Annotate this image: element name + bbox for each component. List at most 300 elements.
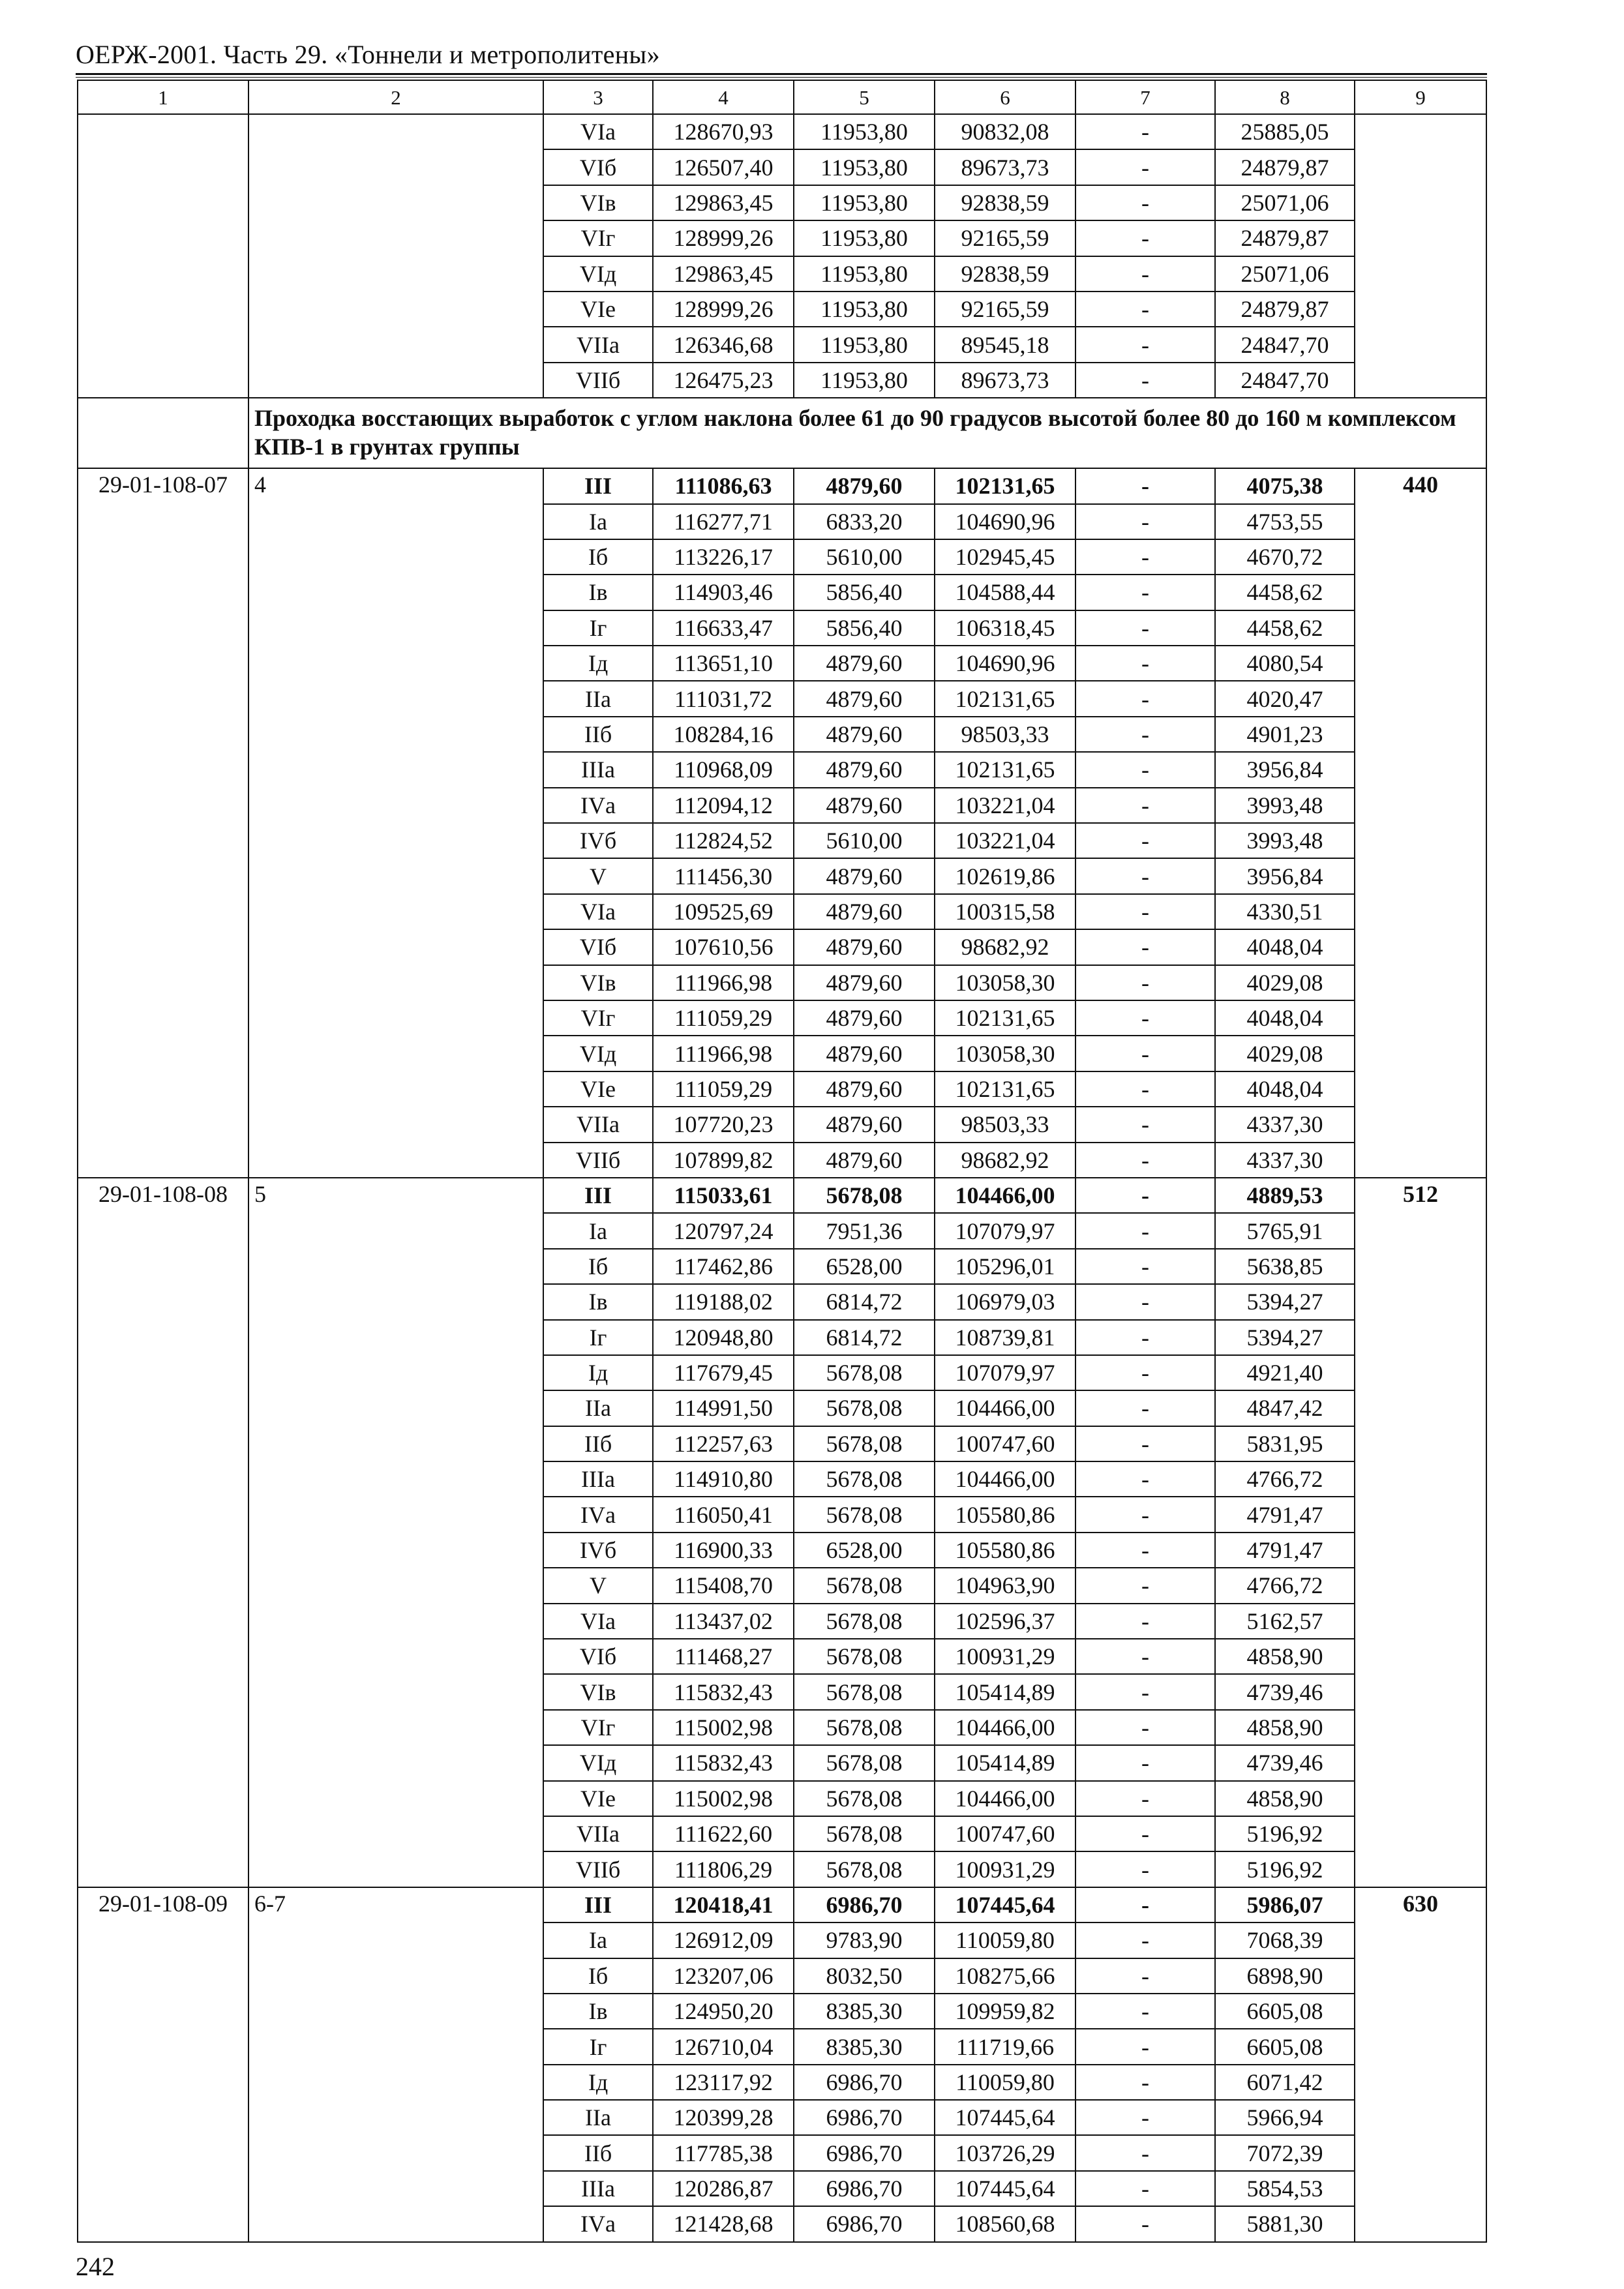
- table-cell: 5678,08: [794, 1355, 935, 1390]
- table-body: [78, 80, 1486, 2242]
- table-cell: Iд: [543, 2065, 653, 2100]
- table-cell: -: [1075, 1851, 1215, 1887]
- table-cell: 120399,28: [653, 2100, 794, 2135]
- table-cell: 5765,91: [1215, 1213, 1355, 1248]
- table-cell: 98503,33: [935, 1107, 1075, 1142]
- table-cell: 6605,08: [1215, 2029, 1355, 2064]
- table-cell: -: [1075, 965, 1215, 1000]
- table-cell: 111719,66: [935, 2029, 1075, 2064]
- table-cell: -: [1075, 788, 1215, 823]
- table-cell: 5881,30: [1215, 2206, 1355, 2241]
- table-cell: -: [1075, 114, 1215, 149]
- table-cell: 4766,72: [1215, 1568, 1355, 1603]
- table-cell: 6814,72: [794, 1284, 935, 1319]
- table-cell: 6986,70: [794, 2171, 935, 2206]
- table-cell: 6898,90: [1215, 1958, 1355, 1994]
- table-cell: Iб: [543, 1249, 653, 1284]
- table-cell: 113226,17: [653, 539, 794, 575]
- table-cell: 115832,43: [653, 1745, 794, 1780]
- table-cell: 98503,33: [935, 717, 1075, 752]
- page-number: 242: [76, 2252, 115, 2281]
- table-cell: -: [1075, 1781, 1215, 1816]
- table-cell: 4020,47: [1215, 681, 1355, 716]
- table-cell: 11953,80: [794, 292, 935, 327]
- table-cell: -: [1075, 1000, 1215, 1036]
- rates-table: [77, 80, 1487, 2243]
- table-cell: 4879,60: [794, 681, 935, 716]
- table-cell: 25071,06: [1215, 185, 1355, 220]
- table-cell: 108284,16: [653, 717, 794, 752]
- table-cell: 105580,86: [935, 1533, 1075, 1568]
- table-cell: 4847,42: [1215, 1390, 1355, 1426]
- table-cell: IIб: [543, 717, 653, 752]
- table-cell: 5678,08: [794, 1426, 935, 1461]
- table-cell: 6071,42: [1215, 2065, 1355, 2100]
- table-cell: 114991,50: [653, 1390, 794, 1426]
- table-cell: 108560,68: [935, 2206, 1075, 2241]
- table-cell: 11953,80: [794, 256, 935, 292]
- table-cell: 5856,40: [794, 610, 935, 646]
- table-cell: VIг: [543, 220, 653, 256]
- table-cell: 24879,87: [1215, 292, 1355, 327]
- table-cell: 109959,82: [935, 1994, 1075, 2029]
- table-cell: 4337,30: [1215, 1107, 1355, 1142]
- table-cell: Iв: [543, 1284, 653, 1319]
- table-cell: IIIа: [543, 752, 653, 787]
- table-cell: -: [1075, 894, 1215, 929]
- table-cell: -: [1075, 1284, 1215, 1319]
- table-cell: 4879,60: [794, 894, 935, 929]
- table-cell: 126475,23: [653, 363, 794, 398]
- table-cell: 102131,65: [935, 468, 1075, 503]
- table-cell: 3956,84: [1215, 752, 1355, 787]
- table-cell: 25885,05: [1215, 114, 1355, 149]
- section-cell-empty: [78, 398, 248, 468]
- column-number: 8: [1215, 80, 1355, 114]
- table-cell: III: [543, 1178, 653, 1213]
- table-cell: -: [1075, 363, 1215, 398]
- table-cell: 4791,47: [1215, 1533, 1355, 1568]
- table-cell: -: [1075, 610, 1215, 646]
- table-cell: -: [1075, 1674, 1215, 1709]
- table-cell: Iа: [543, 504, 653, 539]
- table-cell: VIб: [543, 149, 653, 185]
- table-cell: 100315,58: [935, 894, 1075, 929]
- table-cell: 92838,59: [935, 185, 1075, 220]
- column-number: 2: [248, 80, 543, 114]
- table-cell: 4879,60: [794, 965, 935, 1000]
- table-cell: 92165,59: [935, 220, 1075, 256]
- table-cell: -: [1075, 185, 1215, 220]
- table-cell: -: [1075, 2065, 1215, 2100]
- table-cell: VIа: [543, 114, 653, 149]
- table-cell: 4879,60: [794, 646, 935, 681]
- table-row: [78, 1178, 1486, 1213]
- table-cell: 126346,68: [653, 327, 794, 362]
- table-cell: 120797,24: [653, 1213, 794, 1248]
- table-cell: 4048,04: [1215, 1071, 1355, 1107]
- table-cell: 124950,20: [653, 1994, 794, 2029]
- table-cell: 4080,54: [1215, 646, 1355, 681]
- table-cell: 105414,89: [935, 1674, 1075, 1709]
- table-cell: 6814,72: [794, 1320, 935, 1355]
- table-cell: 100747,60: [935, 1816, 1075, 1851]
- table-cell: 113651,10: [653, 646, 794, 681]
- table-cell: 5678,08: [794, 1816, 935, 1851]
- table-cell: -: [1075, 1107, 1215, 1142]
- table-cell: 89673,73: [935, 363, 1075, 398]
- table-cell: 120418,41: [653, 1887, 794, 1922]
- table-cell: 4879,60: [794, 717, 935, 752]
- table-cell: 107610,56: [653, 929, 794, 965]
- table-cell: 6528,00: [794, 1533, 935, 1568]
- header-rule-thin: [76, 77, 1487, 78]
- table-cell: 89673,73: [935, 149, 1075, 185]
- column-number: 6: [935, 80, 1075, 114]
- table-cell: 103221,04: [935, 788, 1075, 823]
- table-cell: 111059,29: [653, 1000, 794, 1036]
- table-cell: IIб: [543, 1426, 653, 1461]
- column-number: 3: [543, 80, 653, 114]
- rate-code: 29-01-108-07: [78, 468, 248, 1178]
- table-cell: 120948,80: [653, 1320, 794, 1355]
- table-cell: 6986,70: [794, 2135, 935, 2170]
- soil-group: 6-7: [248, 1887, 543, 2242]
- table-cell: 7951,36: [794, 1213, 935, 1248]
- table-cell: 5678,08: [794, 1604, 935, 1639]
- table-cell: 5678,08: [794, 1851, 935, 1887]
- table-cell: 102131,65: [935, 1071, 1075, 1107]
- table-cell: 4879,60: [794, 752, 935, 787]
- table-cell: 4330,51: [1215, 894, 1355, 929]
- table-cell: 103726,29: [935, 2135, 1075, 2170]
- table-cell: 107079,97: [935, 1213, 1075, 1248]
- table-cell: -: [1075, 1036, 1215, 1071]
- table-cell: IVб: [543, 1533, 653, 1568]
- table-cell: 4858,90: [1215, 1781, 1355, 1816]
- table-cell: 5196,92: [1215, 1851, 1355, 1887]
- table-cell: 4075,38: [1215, 468, 1355, 503]
- table-cell: Iа: [543, 1922, 653, 1958]
- table-cell: 25071,06: [1215, 256, 1355, 292]
- table-cell: 117462,86: [653, 1249, 794, 1284]
- column-number: 5: [794, 80, 935, 114]
- table-cell: 110059,80: [935, 2065, 1075, 2100]
- table-row: [78, 468, 1486, 503]
- table-cell: 11953,80: [794, 185, 935, 220]
- table-cell: Iд: [543, 646, 653, 681]
- table-cell: 6986,70: [794, 2206, 935, 2241]
- table-cell: 90832,08: [935, 114, 1075, 149]
- table-cell: 4791,47: [1215, 1497, 1355, 1532]
- table-cell: Iв: [543, 575, 653, 610]
- table-cell: VIIа: [543, 327, 653, 362]
- table-cell: 11953,80: [794, 363, 935, 398]
- table-cell: 7072,39: [1215, 2135, 1355, 2170]
- table-cell: Iв: [543, 1994, 653, 2029]
- table-cell: -: [1075, 256, 1215, 292]
- table-cell: 106979,03: [935, 1284, 1075, 1319]
- table-cell: 104690,96: [935, 504, 1075, 539]
- table-cell: -: [1075, 646, 1215, 681]
- table-cell: -: [1075, 1816, 1215, 1851]
- table-cell: Iг: [543, 1320, 653, 1355]
- table-cell: IVа: [543, 2206, 653, 2241]
- table-cell: -: [1075, 1213, 1215, 1248]
- table-cell: 5394,27: [1215, 1320, 1355, 1355]
- table-cell: 5196,92: [1215, 1816, 1355, 1851]
- soil-group: 4: [248, 468, 543, 1178]
- table-cell: -: [1075, 1497, 1215, 1532]
- column-number-row: [78, 80, 1486, 114]
- table-cell: 111966,98: [653, 965, 794, 1000]
- table-cell: 115033,61: [653, 1178, 794, 1213]
- column-number: 7: [1075, 80, 1215, 114]
- table-cell: 11953,80: [794, 149, 935, 185]
- table-cell: -: [1075, 149, 1215, 185]
- table-cell: -: [1075, 1355, 1215, 1390]
- table-cell: 107445,64: [935, 1887, 1075, 1922]
- table-cell: 116050,41: [653, 1497, 794, 1532]
- table-cell: 123117,92: [653, 2065, 794, 2100]
- table-cell: VIб: [543, 1639, 653, 1674]
- table-cell: 114903,46: [653, 575, 794, 610]
- table-cell: 128999,26: [653, 292, 794, 327]
- table-cell: VIв: [543, 185, 653, 220]
- table-cell: 4858,90: [1215, 1639, 1355, 1674]
- table-cell: 5986,07: [1215, 1887, 1355, 1922]
- table-cell: 112257,63: [653, 1426, 794, 1461]
- table-cell: 5678,08: [794, 1639, 935, 1674]
- table-cell: 5678,08: [794, 1390, 935, 1426]
- table-cell: 112094,12: [653, 788, 794, 823]
- header-rule: [76, 73, 1487, 75]
- table-cell: 104466,00: [935, 1390, 1075, 1426]
- table-cell: 103221,04: [935, 823, 1075, 858]
- table-cell: Iб: [543, 1958, 653, 1994]
- table-cell: VIг: [543, 1000, 653, 1036]
- col9-value: 512: [1355, 1178, 1486, 1887]
- table-cell: IIб: [543, 2135, 653, 2170]
- table-row: [78, 114, 1486, 149]
- table-cell: 4739,46: [1215, 1674, 1355, 1709]
- table-cell: 100931,29: [935, 1639, 1075, 1674]
- table-cell: 107445,64: [935, 2171, 1075, 2206]
- table-cell: -: [1075, 1320, 1215, 1355]
- table-cell: -: [1075, 1178, 1215, 1213]
- table-cell: -: [1075, 539, 1215, 575]
- table-cell: 107445,64: [935, 2100, 1075, 2135]
- table-cell: 11953,80: [794, 220, 935, 256]
- table-cell: 108275,66: [935, 1958, 1075, 1994]
- table-cell: 4879,60: [794, 1143, 935, 1178]
- table-cell: 4753,55: [1215, 504, 1355, 539]
- table-cell: 6986,70: [794, 2100, 935, 2135]
- table-cell: 24847,70: [1215, 327, 1355, 362]
- table-cell: 4858,90: [1215, 1710, 1355, 1745]
- table-cell: 5678,08: [794, 1781, 935, 1816]
- table-cell: VIб: [543, 929, 653, 965]
- table-cell: 4879,60: [794, 1107, 935, 1142]
- table-cell: 111806,29: [653, 1851, 794, 1887]
- table-cell: 4901,23: [1215, 717, 1355, 752]
- table-cell: -: [1075, 681, 1215, 716]
- table-cell: 11953,80: [794, 114, 935, 149]
- table-cell: 8032,50: [794, 1958, 935, 1994]
- table-cell: 119188,02: [653, 1284, 794, 1319]
- table-cell: 115832,43: [653, 1674, 794, 1709]
- table-cell: 9783,90: [794, 1922, 935, 1958]
- table-cell: Iб: [543, 539, 653, 575]
- table-cell: 6986,70: [794, 1887, 935, 1922]
- table-cell: 3993,48: [1215, 788, 1355, 823]
- table-cell: 123207,06: [653, 1958, 794, 1994]
- table-cell: 106318,45: [935, 610, 1075, 646]
- table-cell: -: [1075, 1390, 1215, 1426]
- table-cell: IIа: [543, 681, 653, 716]
- table-cell: 117785,38: [653, 2135, 794, 2170]
- table-cell: 111456,30: [653, 858, 794, 893]
- section-row: [78, 398, 1486, 468]
- table-cell: 107899,82: [653, 1143, 794, 1178]
- table-cell: 113437,02: [653, 1604, 794, 1639]
- table-cell: 4879,60: [794, 1036, 935, 1071]
- table-cell: 111086,63: [653, 468, 794, 503]
- table-cell: 102131,65: [935, 1000, 1075, 1036]
- table-cell: 102131,65: [935, 681, 1075, 716]
- table-cell: -: [1075, 1568, 1215, 1603]
- table-cell: 4879,60: [794, 1000, 935, 1036]
- table-cell: -: [1075, 2029, 1215, 2064]
- table-cell: 102945,45: [935, 539, 1075, 575]
- soil-group: 5: [248, 1178, 543, 1887]
- table-cell: IIIа: [543, 1461, 653, 1497]
- col9-cell-empty: [1355, 114, 1486, 398]
- table-cell: -: [1075, 1710, 1215, 1745]
- table-cell: 24879,87: [1215, 149, 1355, 185]
- table-cell: IVа: [543, 1497, 653, 1532]
- table-cell: 4029,08: [1215, 1036, 1355, 1071]
- table-cell: 103058,30: [935, 1036, 1075, 1071]
- table-cell: 111059,29: [653, 1071, 794, 1107]
- table-cell: 3956,84: [1215, 858, 1355, 893]
- table-cell: VIIб: [543, 1143, 653, 1178]
- table-cell: 104690,96: [935, 646, 1075, 681]
- table-cell: VIд: [543, 1745, 653, 1780]
- table-cell: 129863,45: [653, 185, 794, 220]
- table-cell: 103058,30: [935, 965, 1075, 1000]
- table-cell: IIIа: [543, 2171, 653, 2206]
- table-cell: 100747,60: [935, 1426, 1075, 1461]
- table-cell: 110968,09: [653, 752, 794, 787]
- table-cell: 100931,29: [935, 1851, 1075, 1887]
- table-cell: 111468,27: [653, 1639, 794, 1674]
- table-cell: 107079,97: [935, 1355, 1075, 1390]
- col9-value: 440: [1355, 468, 1486, 1178]
- table-cell: 6986,70: [794, 2065, 935, 2100]
- table-cell: -: [1075, 1071, 1215, 1107]
- table-cell: 92165,59: [935, 292, 1075, 327]
- table-cell: -: [1075, 1426, 1215, 1461]
- table-cell: 3993,48: [1215, 823, 1355, 858]
- table-cell: Iд: [543, 1355, 653, 1390]
- table-cell: 4879,60: [794, 929, 935, 965]
- table-cell: 5678,08: [794, 1178, 935, 1213]
- table-cell: 6528,00: [794, 1249, 935, 1284]
- table-cell: IIа: [543, 2100, 653, 2135]
- table-cell: 128670,93: [653, 114, 794, 149]
- table-cell: 104466,00: [935, 1710, 1075, 1745]
- table-cell: 4766,72: [1215, 1461, 1355, 1497]
- page-header-title: ОЕРЖ-2001. Часть 29. «Тоннели и метрополитены»: [76, 40, 660, 69]
- table-cell: -: [1075, 1639, 1215, 1674]
- table-cell: 126912,09: [653, 1922, 794, 1958]
- table-cell: III: [543, 1887, 653, 1922]
- table-cell: 128999,26: [653, 220, 794, 256]
- table-cell: 5678,08: [794, 1568, 935, 1603]
- group-cell-empty: [248, 114, 543, 398]
- table-cell: 24879,87: [1215, 220, 1355, 256]
- table-cell: -: [1075, 2100, 1215, 2135]
- table-cell: -: [1075, 2206, 1215, 2241]
- table-cell: Iг: [543, 610, 653, 646]
- table-cell: -: [1075, 220, 1215, 256]
- table-cell: 5678,08: [794, 1461, 935, 1497]
- table-cell: 121428,68: [653, 2206, 794, 2241]
- table-cell: -: [1075, 292, 1215, 327]
- table-cell: 4879,60: [794, 1071, 935, 1107]
- table-cell: VIIб: [543, 1851, 653, 1887]
- table-cell: VIг: [543, 1710, 653, 1745]
- table-cell: 116277,71: [653, 504, 794, 539]
- table-cell: 98682,92: [935, 1143, 1075, 1178]
- table-cell: 104466,00: [935, 1461, 1075, 1497]
- table-cell: 5162,57: [1215, 1604, 1355, 1639]
- table-cell: 111031,72: [653, 681, 794, 716]
- table-cell: III: [543, 468, 653, 503]
- table-cell: Iа: [543, 1213, 653, 1248]
- table-cell: 5394,27: [1215, 1284, 1355, 1319]
- column-number: 1: [78, 80, 248, 114]
- table-cell: 89545,18: [935, 327, 1075, 362]
- table-cell: 4029,08: [1215, 965, 1355, 1000]
- table-cell: 116633,47: [653, 610, 794, 646]
- table-cell: 102596,37: [935, 1604, 1075, 1639]
- table-cell: 116900,33: [653, 1533, 794, 1568]
- table-cell: 5854,53: [1215, 2171, 1355, 2206]
- table-cell: VIв: [543, 1674, 653, 1709]
- table-cell: 24847,70: [1215, 363, 1355, 398]
- table-cell: 8385,30: [794, 1994, 935, 2029]
- table-cell: 5831,95: [1215, 1426, 1355, 1461]
- table-cell: -: [1075, 504, 1215, 539]
- table-cell: 111622,60: [653, 1816, 794, 1851]
- table-cell: 102131,65: [935, 752, 1075, 787]
- table-cell: 114910,80: [653, 1461, 794, 1497]
- table-cell: 4889,53: [1215, 1178, 1355, 1213]
- table-cell: -: [1075, 858, 1215, 893]
- table-cell: 4048,04: [1215, 1000, 1355, 1036]
- table-cell: 5610,00: [794, 539, 935, 575]
- table-cell: IIа: [543, 1390, 653, 1426]
- table-cell: VIIа: [543, 1816, 653, 1851]
- table-cell: 105414,89: [935, 1745, 1075, 1780]
- table-cell: VIа: [543, 1604, 653, 1639]
- table-cell: -: [1075, 823, 1215, 858]
- table-cell: 4048,04: [1215, 929, 1355, 965]
- table-cell: -: [1075, 1922, 1215, 1958]
- table-cell: 5678,08: [794, 1497, 935, 1532]
